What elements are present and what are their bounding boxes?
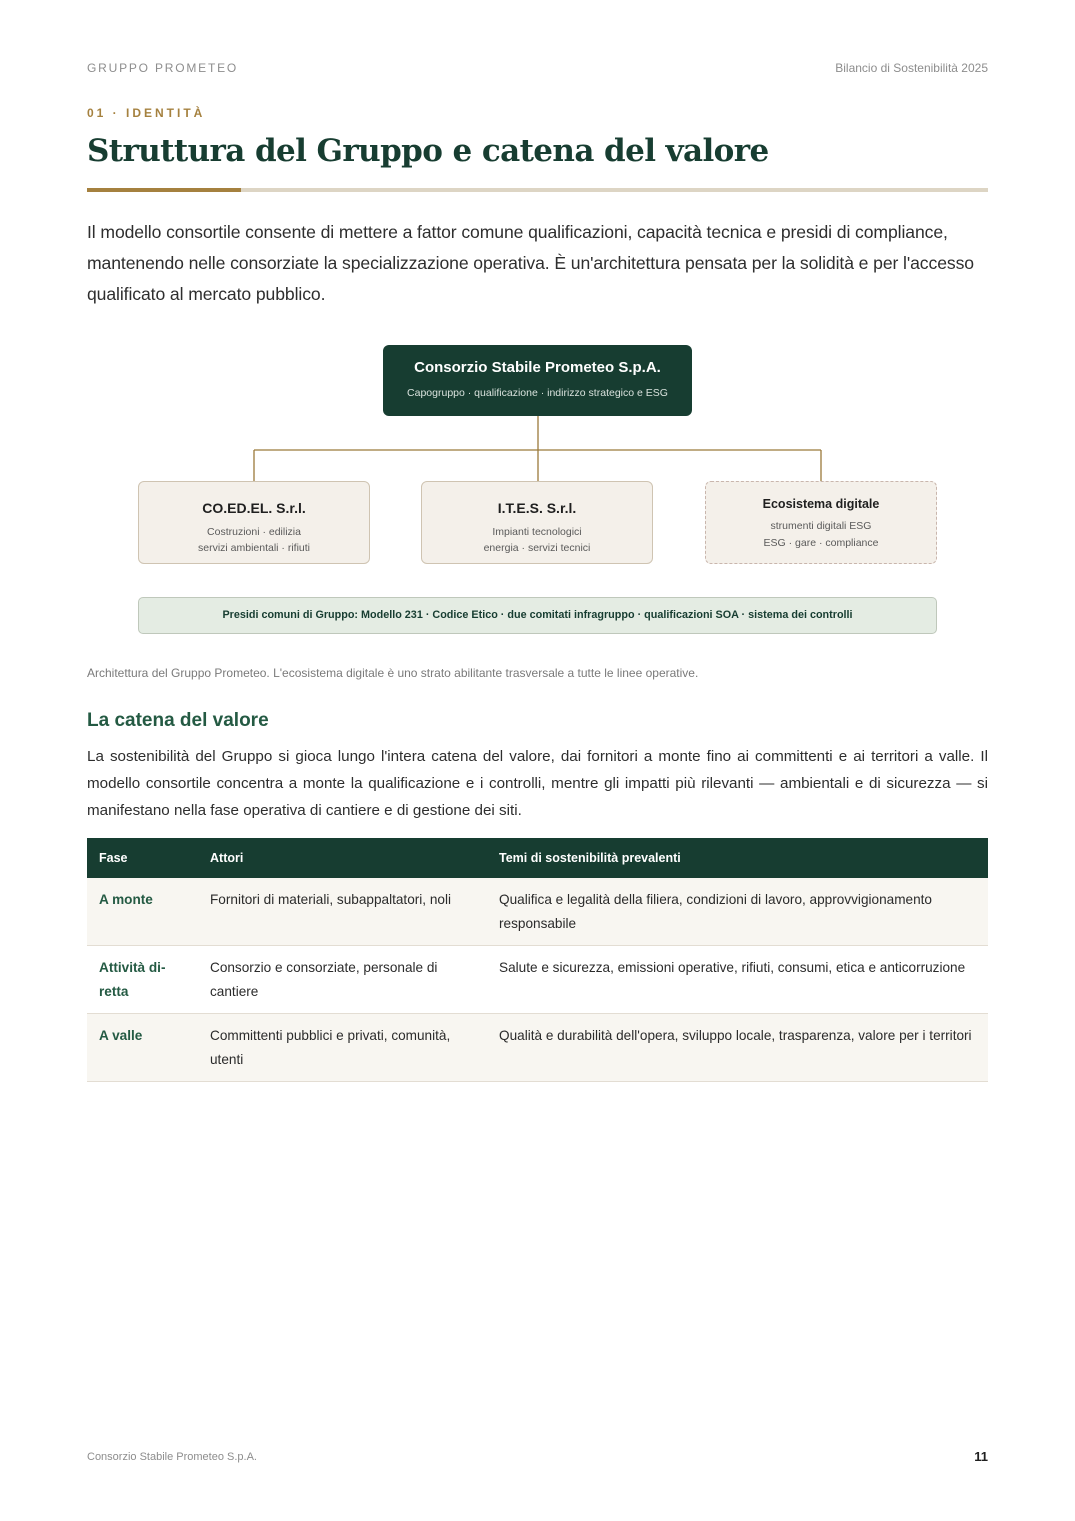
org-parent-name: Consorzio Stabile Prometeo S.p.A. (414, 359, 661, 376)
table-header-row (87, 838, 988, 878)
value-chain-paragraph: La sostenibilità del Gruppo si gioca lungo l'intera catena del valore, dai fornitori a monte fino ai committenti e ai territori a valle. Il modello consortile concentra a monte la qualificazione e i controlli, mentre gli impatti più rilevanti — ambientali e di sicurezza — si manifestano nella fase operativa di cantiere e di gestione dei siti. (87, 748, 988, 819)
themes-cell: Salute e sicurezza, emissioni operative, rifiuti, consumi, etica e anticorruzione (487, 946, 988, 1014)
actors-cell: Fornitori di materiali, subappaltatori, noli (198, 878, 487, 946)
org-child-desc-line1: Impianti tecnologici (492, 526, 582, 538)
actors-cell: Consorzio e consorziate, personale di cantiere (198, 946, 487, 1014)
column-header-phase: Fase (87, 838, 198, 878)
themes-cell: Qualità e durabilità dell'opera, sviluppo locale, trasparenza, valore per i territori (487, 1014, 988, 1082)
header-report-title: Bilancio di Sostenibilità 2025 (835, 61, 988, 75)
org-child-desc-line2: energia · servizi tecnici (483, 542, 591, 554)
org-child-desc-line2: ESG · gare · compliance (763, 537, 879, 549)
org-parent-box (383, 345, 692, 416)
org-child-name: CO.ED.EL. S.r.l. (202, 500, 306, 516)
themes-cell: Qualifica e legalità della filiera, condizioni di lavoro, approvvigionamento responsabile (487, 878, 988, 946)
phase-cell: A monte (87, 878, 198, 946)
shared-controls-bar: Presidi comuni di Gruppo: Modello 231 · Codice Etico · due comitati infragruppo · qualificazioni SOA · sistema dei controlli (138, 597, 937, 634)
phase-cell: Attività diretta (87, 946, 198, 1014)
org-child-digital-ecosystem (705, 481, 937, 564)
page-number: 11 (974, 1449, 988, 1464)
org-child-coedel (138, 481, 370, 564)
intro-paragraph: Il modello consortile consente di mettere a fattor comune qualificazioni, capacità tecnica e presidi di compliance, mantenendo nelle consorziate la specializzazione operativa. È un'architettura pensata per la solidità e per l'accesso qualificato al mercato pubblico. (87, 222, 974, 304)
footer-company: Consorzio Stabile Prometeo S.p.A. (87, 1451, 257, 1463)
org-child-ites (421, 481, 653, 564)
value-chain-title: La catena del valore (87, 710, 269, 731)
title-rule (87, 188, 988, 192)
table-row (87, 946, 988, 1014)
title-rule-accent (87, 188, 241, 192)
column-header-themes: Temi di sostenibilità prevalenti (487, 838, 988, 878)
org-child-name: Ecosistema digitale (762, 497, 880, 511)
org-child-name: I.T.E.S. S.r.l. (497, 500, 577, 516)
figure-caption: Architettura del Gruppo Prometeo. L'ecosistema digitale è uno strato abilitante trasversale a tutte le linee operative. (87, 666, 699, 680)
org-child-desc-line1: strumenti digitali ESG (770, 520, 872, 532)
org-child-desc-line2: servizi ambientali · rifiuti (197, 542, 311, 554)
column-header-actors: Attori (198, 838, 487, 878)
section-eyebrow: 01 · IDENTITÀ (87, 106, 206, 120)
table-row (87, 878, 988, 946)
org-child-desc-line1: Costruzioni · edilizia (207, 526, 301, 538)
running-header (87, 61, 988, 77)
page-title: Struttura del Gruppo e catena del valore (87, 133, 769, 169)
table-row (87, 1014, 988, 1082)
value-chain-table (87, 838, 988, 1082)
org-parent-desc: Capogruppo · qualificazione · indirizzo strategico e ESG (407, 387, 668, 399)
header-group-name: GRUPPO PROMETEO (87, 61, 239, 75)
actors-cell: Committenti pubblici e privati, comunità, utenti (198, 1014, 487, 1082)
phase-cell: A valle (87, 1014, 198, 1082)
